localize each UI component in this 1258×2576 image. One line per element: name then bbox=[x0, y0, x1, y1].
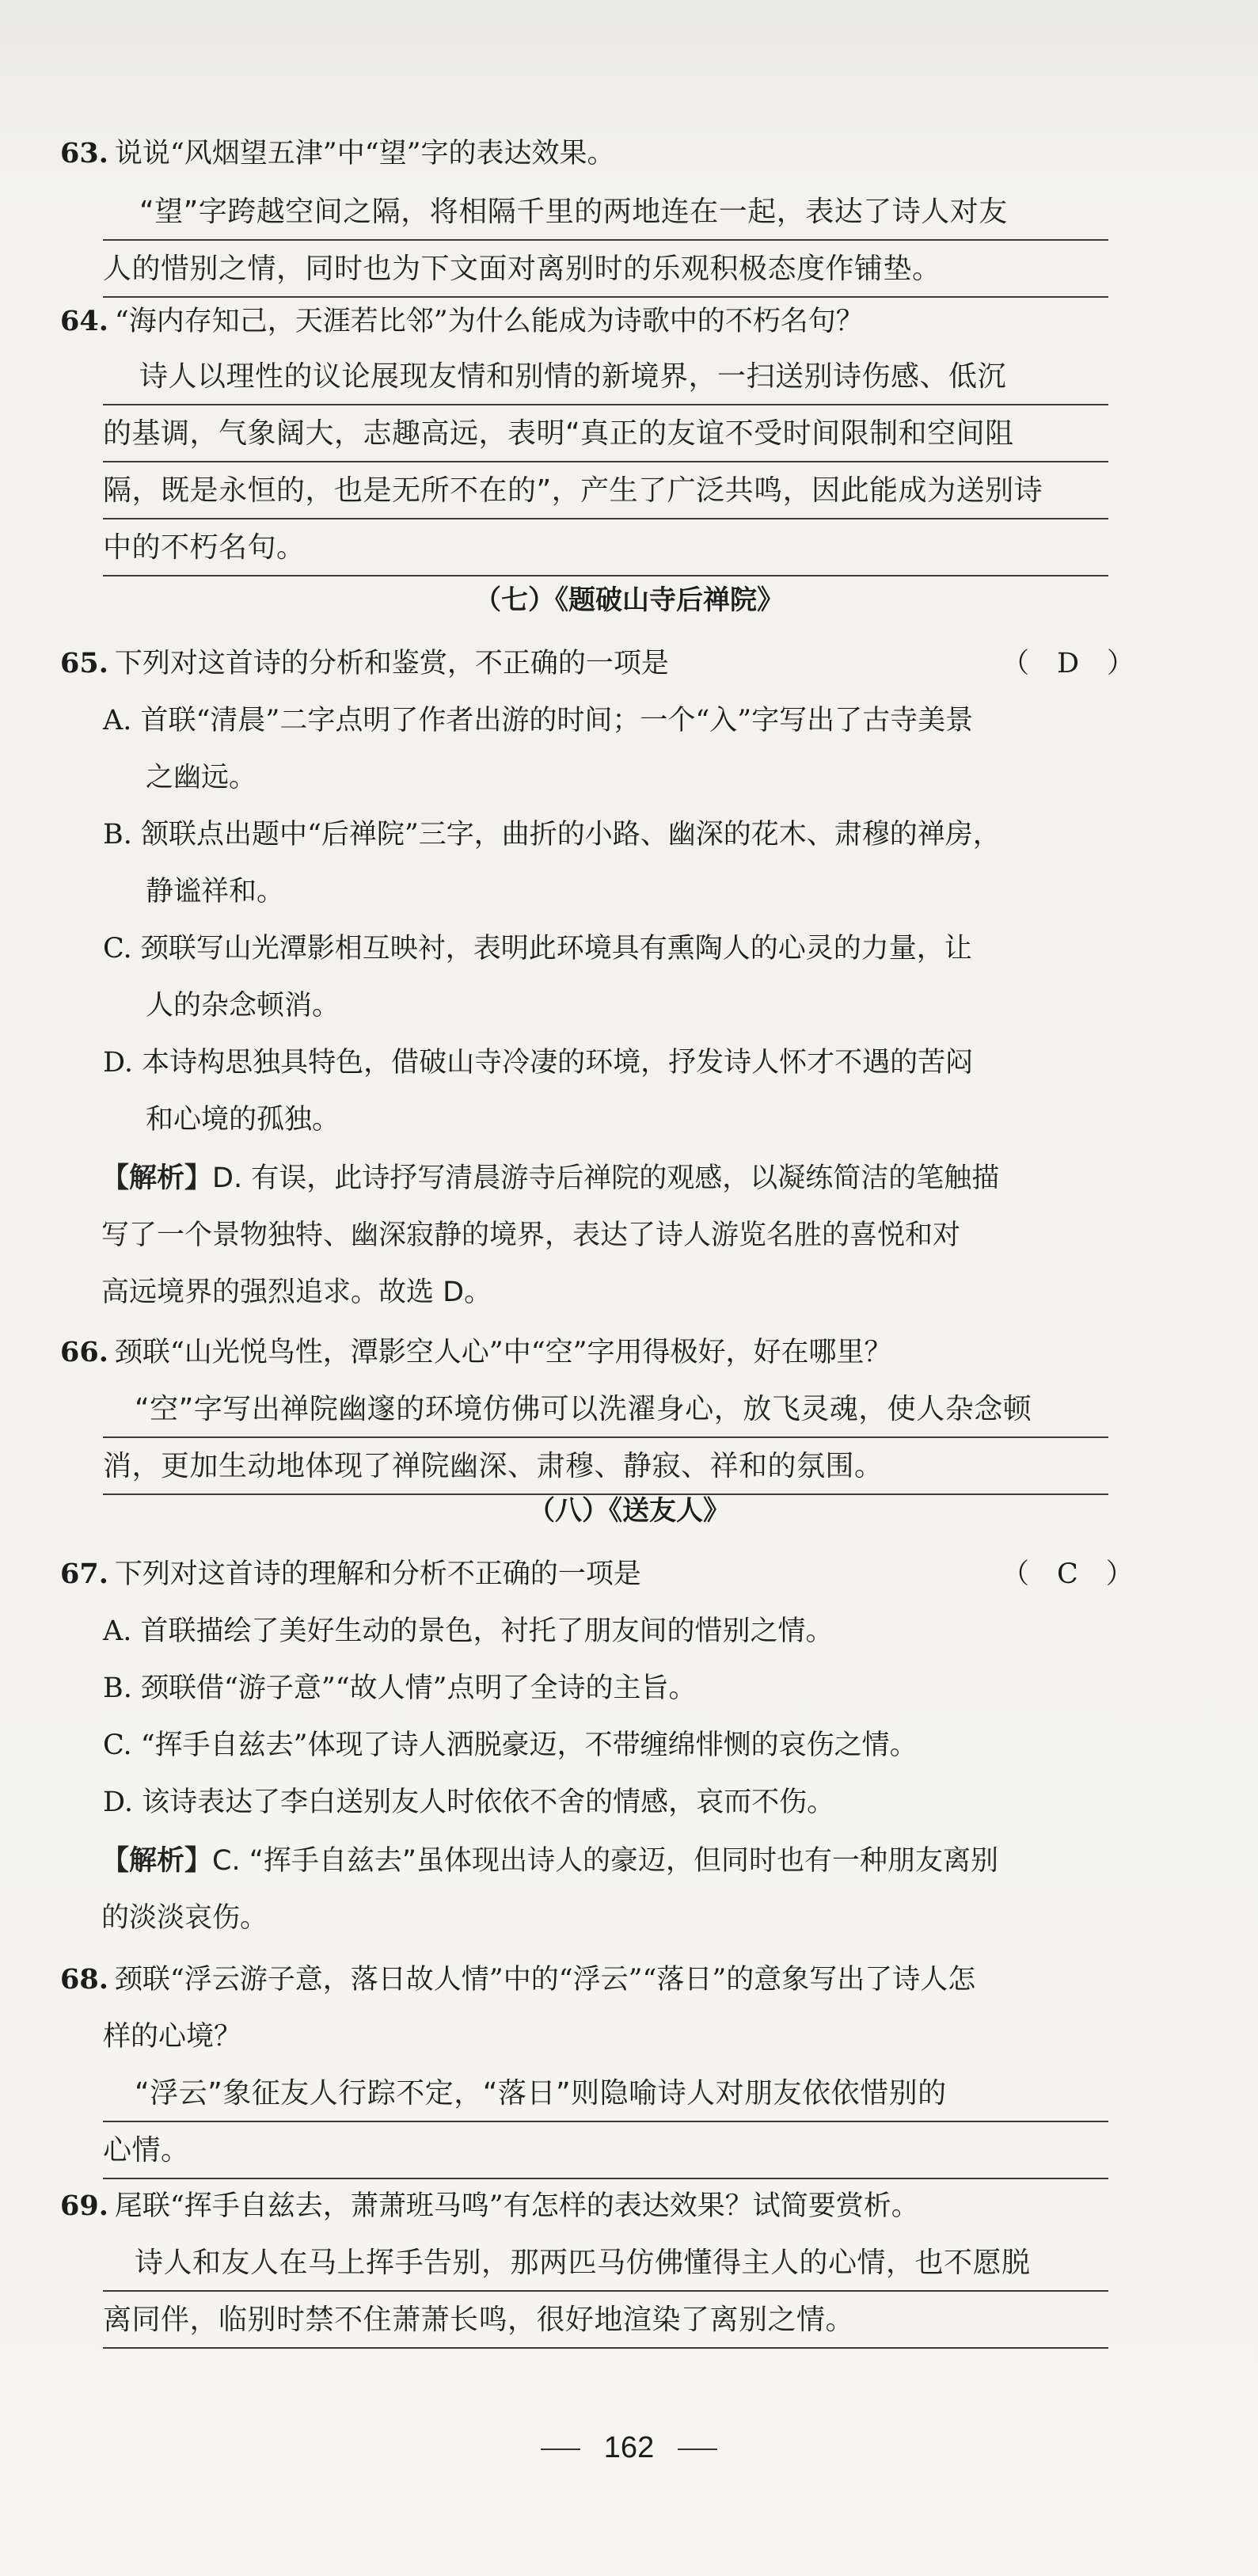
question-65 bbox=[60, 635, 1097, 692]
option-d-cont: 和心境的孤独。 bbox=[146, 1104, 340, 1136]
question-67 bbox=[60, 1546, 1097, 1603]
answer-line: 消，更加生动地体现了禅院幽深、肃穆、静寂、祥和的氛围。 bbox=[103, 1438, 1108, 1495]
analysis-line: 写了一个景物独特、幽深寂静的境界，表达了诗人游览名胜的喜悦和对 bbox=[101, 1220, 961, 1251]
answer-choice-67: （ C ） bbox=[1001, 1558, 1134, 1590]
question-64 bbox=[60, 293, 1097, 350]
answer-line: 隔，既是永恒的，也是无所不在的”，产生了广泛共鸣，因此能成为送别诗 bbox=[103, 462, 1108, 519]
question-68 bbox=[60, 1951, 1097, 2008]
question-text: “海内存知己，天涯若比邻”为什么能成为诗歌中的不朽名句？ bbox=[114, 306, 864, 337]
option-c: C. “挥手自兹去”体现了诗人洒脱豪迈，不带缠绵悱恻的哀伤之情。 bbox=[103, 1729, 918, 1761]
option-c-cont: 人的杂念顿消。 bbox=[146, 990, 340, 1022]
answer-63 bbox=[103, 184, 1108, 298]
option-d: D. 本诗构思独具特色，借破山寺冷凄的环境，抒发诗人怀才不遇的苦闷 bbox=[103, 1047, 974, 1079]
question-number: 67. bbox=[60, 1558, 108, 1590]
answer-line: 心情。 bbox=[103, 2122, 1108, 2179]
answer-69 bbox=[103, 2235, 1108, 2349]
analysis-line: D. 有误，此诗抒写清晨游寺后禅院的观感，以凝练简洁的笔触描 bbox=[212, 1162, 1000, 1194]
question-number: 63. bbox=[60, 137, 108, 169]
section-title-8: （八）《送友人》 bbox=[528, 1495, 730, 1527]
analysis-tag: 【解析】 bbox=[101, 1845, 213, 1877]
analysis-67 bbox=[101, 1832, 998, 1889]
answer-68 bbox=[103, 2065, 1108, 2179]
answer-line: 诗人和友人在马上挥手告别，那两匹马仿佛懂得主人的心情，也不愿脱 bbox=[103, 2235, 1108, 2292]
question-text-cont: 样的心境？ bbox=[103, 2021, 242, 2053]
question-number: 68. bbox=[60, 1963, 108, 1996]
answer-line: “浮云”象征友人行踪不定，“落日”则隐喻诗人对朋友依依惜别的 bbox=[103, 2065, 1108, 2122]
dash-right bbox=[678, 2449, 717, 2450]
option-b: B. 颔联点出题中“后禅院”三字，曲折的小路、幽深的花木、肃穆的禅房， bbox=[103, 819, 1001, 850]
answer-choice-65: （ D ） bbox=[1001, 648, 1135, 679]
option-a: A. 首联“清晨”二字点明了作者出游的时间；一个“入”字写出了古寺美景 bbox=[103, 705, 974, 736]
option-a-cont: 之幽远。 bbox=[146, 762, 257, 793]
option-c: C. 颈联写山光潭影相互映衬，表明此环境具有熏陶人的心灵的力量，让 bbox=[103, 933, 972, 965]
analysis-line: 的淡淡哀伤。 bbox=[101, 1902, 268, 1934]
dash-left bbox=[541, 2449, 580, 2450]
question-text: 颈联“山光悦鸟性，潭影空人心”中“空”字用得极好，好在哪里？ bbox=[114, 1337, 892, 1368]
answer-line: “空”字写出禅院幽邃的环境仿佛可以洗濯身心，放飞灵魂，使人杂念顿 bbox=[103, 1381, 1108, 1438]
answer-line: 中的不朽名句。 bbox=[103, 519, 1108, 576]
answer-line: 离同伴，临别时禁不住萧萧长鸣，很好地渲染了离别之情。 bbox=[103, 2292, 1108, 2349]
option-a: A. 首联描绘了美好生动的景色，衬托了朋友间的惜别之情。 bbox=[103, 1615, 834, 1647]
question-number: 64. bbox=[60, 305, 108, 337]
answer-line: 人的惜别之情，同时也为下文面对离别时的乐观积极态度作铺垫。 bbox=[103, 241, 1108, 298]
question-text: 尾联“挥手自兹去，萧萧班马鸣”有怎样的表达效果？试简要赏析。 bbox=[114, 2190, 919, 2222]
analysis-line: 高远境界的强烈追求。故选 D。 bbox=[101, 1277, 492, 1308]
analysis-65 bbox=[101, 1150, 999, 1207]
answer-line: 的基调，气象阔大，志趣高远，表明“真正的友谊不受时间限制和空间阻 bbox=[103, 405, 1108, 462]
question-number: 65. bbox=[60, 647, 108, 679]
question-number: 66. bbox=[60, 1336, 108, 1368]
analysis-line: C. “挥手自兹去”虽体现出诗人的豪迈，但同时也有一种朋友离别 bbox=[212, 1845, 998, 1877]
question-69 bbox=[60, 2178, 1097, 2235]
option-b-cont: 静谧祥和。 bbox=[146, 876, 285, 907]
answer-64 bbox=[103, 348, 1108, 576]
question-text: 下列对这首诗的理解和分析不正确的一项是 bbox=[114, 1558, 641, 1590]
question-text: 颈联“浮云游子意，落日故人情”中的“浮云”“落日”的意象写出了诗人怎 bbox=[114, 1964, 976, 1996]
question-63 bbox=[60, 125, 1097, 182]
answer-line: “望”字跨越空间之隔，将相隔千里的两地连在一起，表达了诗人对友 bbox=[103, 184, 1108, 241]
answer-line: 诗人以理性的议论展现友情和别情的新境界，一扫送别诗伤感、低沉 bbox=[103, 348, 1108, 405]
page-number-text: 162 bbox=[603, 2431, 655, 2464]
question-66 bbox=[60, 1324, 1097, 1381]
section-title-7: （七）《题破山寺后禅院》 bbox=[474, 584, 784, 616]
question-number: 69. bbox=[60, 2190, 108, 2222]
option-b: B. 颈联借“游子意”“故人情”点明了全诗的主旨。 bbox=[103, 1672, 697, 1704]
analysis-tag: 【解析】 bbox=[101, 1162, 213, 1194]
question-text: 下列对这首诗的分析和鉴赏，不正确的一项是 bbox=[114, 648, 669, 679]
page-number bbox=[0, 2431, 1258, 2465]
option-d: D. 该诗表达了李白送别友人时依依不舍的情感，哀而不伤。 bbox=[103, 1786, 835, 1818]
answer-66 bbox=[103, 1381, 1108, 1495]
question-text: 说说“风烟望五津”中“望”字的表达效果。 bbox=[114, 138, 615, 169]
